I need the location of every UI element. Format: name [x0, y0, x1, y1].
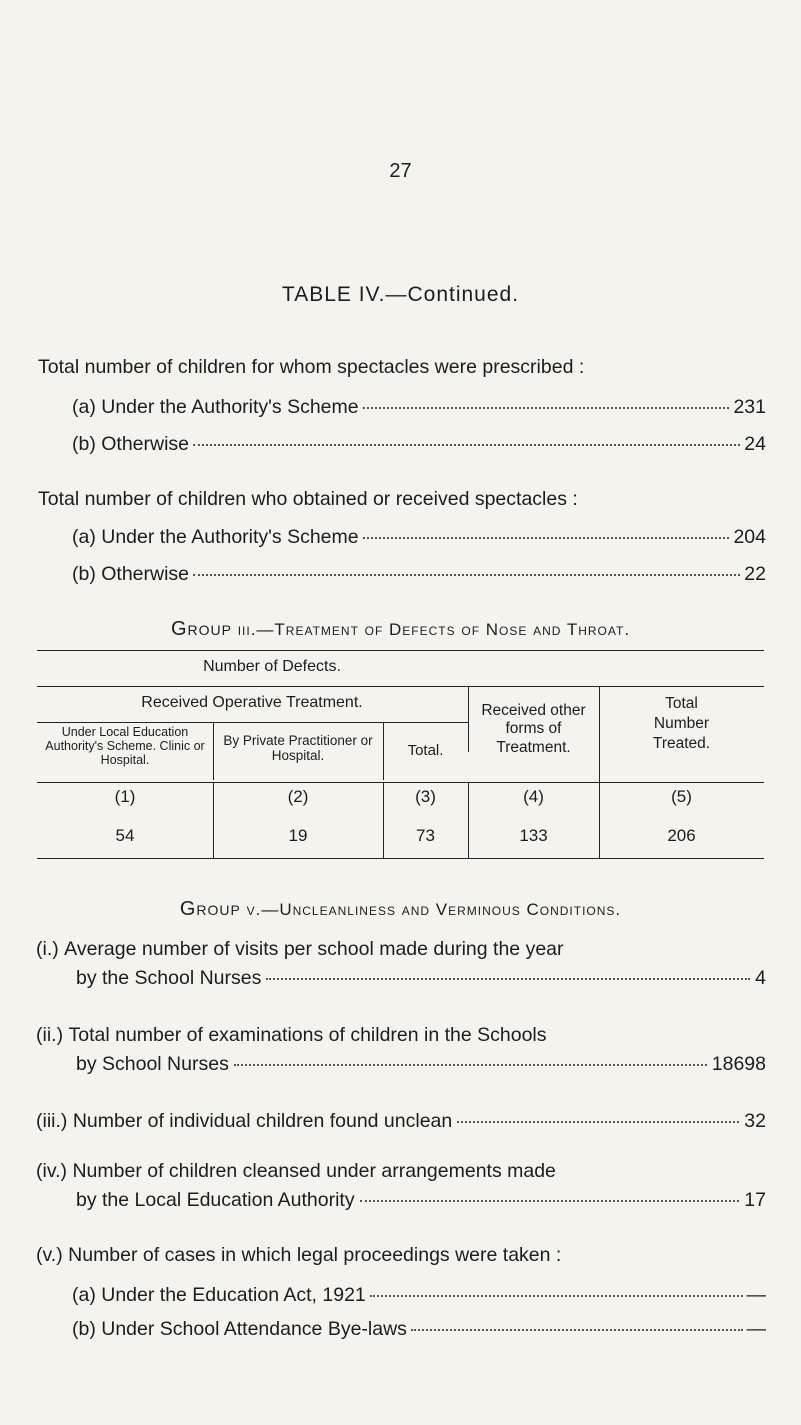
defects-table-body: [37, 782, 764, 862]
item-line1: Number of children cleansed under arrangements made: [72, 1160, 556, 1182]
item-number: (iv.): [36, 1160, 68, 1182]
group5-item-i: [36, 938, 766, 990]
dot-leader: [363, 537, 730, 539]
item-number: (i.): [36, 938, 59, 960]
item-value: 4: [755, 967, 766, 989]
entry-value: —: [746, 1318, 766, 1340]
col1-number: (1): [114, 787, 136, 806]
col5-header: Total Number Treated.: [652, 695, 711, 753]
dot-leader: [234, 1064, 707, 1066]
entry-label: (a) Under the Authority's Scheme: [72, 396, 359, 418]
group3-heading-prefix: Group: [170, 618, 232, 640]
item-line2: by the Local Education Authority: [76, 1189, 355, 1211]
table-title: TABLE IV.—Continued.: [281, 283, 520, 306]
dot-leader: [360, 1200, 740, 1202]
item-line1: Number of cases in which legal proceedings were taken :: [68, 1244, 562, 1266]
item-number: (iii.): [36, 1110, 68, 1132]
group5-item-ii: [36, 1024, 766, 1076]
col4-header: Received other forms of Treatment.: [481, 702, 586, 756]
item-line1: Average number of visits per school made during the year: [64, 938, 564, 960]
spectacles-obtained-otherwise: [72, 563, 766, 586]
item-value: 18698: [711, 1053, 766, 1075]
col3-header: Total.: [407, 742, 444, 759]
received-operative-label: Received Operative Treatment.: [141, 694, 363, 711]
item-value: 32: [744, 1110, 766, 1132]
dot-leader: [193, 444, 740, 446]
group3-heading-rest: —Treatment of Defects of Nose and Throat.: [256, 620, 631, 639]
legal-bye-laws: [72, 1318, 766, 1341]
dot-leader: [363, 407, 730, 409]
group5-item-iv: [36, 1160, 766, 1212]
col4-number: (4): [523, 787, 544, 806]
group5-item-iii: [36, 1110, 766, 1133]
page-number: 27: [389, 160, 412, 182]
col2-number: (2): [287, 787, 309, 806]
col2-value: 19: [288, 826, 308, 845]
entry-label: (a) Under the Education Act, 1921: [72, 1284, 366, 1306]
dot-leader: [193, 574, 740, 576]
item-number: (v.): [36, 1244, 63, 1266]
spectacles-obtained-scheme: [72, 526, 766, 549]
item-line2: by the School Nurses: [76, 967, 262, 989]
dot-leader: [411, 1329, 743, 1331]
entry-value: 22: [744, 563, 766, 585]
item-line2: by School Nurses: [76, 1053, 229, 1075]
entry-value: 231: [733, 396, 766, 418]
item-line1: Total number of examinations of children in the Schools: [68, 1024, 547, 1046]
col5-value: 206: [667, 826, 696, 845]
item-value: 17: [744, 1189, 766, 1211]
col3-value: 73: [416, 826, 435, 845]
col2-header: By Private Practitioner or Hospital.: [223, 733, 373, 763]
item-line1: Number of individual children found unclean: [72, 1110, 453, 1132]
col3-number: (3): [415, 787, 436, 806]
group3-heading-num: iii.: [237, 620, 257, 639]
entry-label: (b) Otherwise: [72, 563, 190, 585]
entry-value: 204: [733, 526, 766, 548]
spectacles-prescribed-intro: Total number of children for whom spectacles were prescribed :: [38, 356, 585, 378]
legal-education-act: [72, 1284, 766, 1307]
entry-value: —: [746, 1284, 766, 1306]
col5-number: (5): [671, 787, 692, 806]
group5-heading: [0, 898, 801, 921]
group5-item-v: [36, 1244, 766, 1267]
spectacles-obtained-intro: Total number of children who obtained or received spectacles :: [38, 488, 578, 510]
col4-value: 133: [519, 826, 548, 845]
item-number: (ii.): [36, 1024, 64, 1046]
group5-heading-rest: —Uncleanliness and Verminous Conditions.: [261, 900, 622, 919]
entry-label: (b) Otherwise: [72, 433, 190, 455]
group5-heading-num: v.: [246, 900, 262, 919]
dot-leader: [457, 1121, 739, 1123]
number-of-defects-label: Number of Defects.: [203, 658, 341, 675]
spectacles-prescribed-otherwise: [72, 433, 766, 456]
group3-heading: [0, 618, 801, 641]
group5-heading-prefix: Group: [179, 898, 241, 920]
col1-value: 54: [115, 826, 135, 845]
entry-value: 24: [744, 433, 766, 455]
spectacles-prescribed-scheme: [72, 396, 766, 419]
dot-leader: [266, 978, 750, 980]
dot-leader: [370, 1295, 743, 1297]
entry-label: (a) Under the Authority's Scheme: [72, 526, 359, 548]
entry-label: (b) Under School Attendance Bye-laws: [72, 1318, 407, 1340]
col1-header: Under Local Education Authority's Scheme. Clinic or Hospital.: [45, 725, 205, 767]
